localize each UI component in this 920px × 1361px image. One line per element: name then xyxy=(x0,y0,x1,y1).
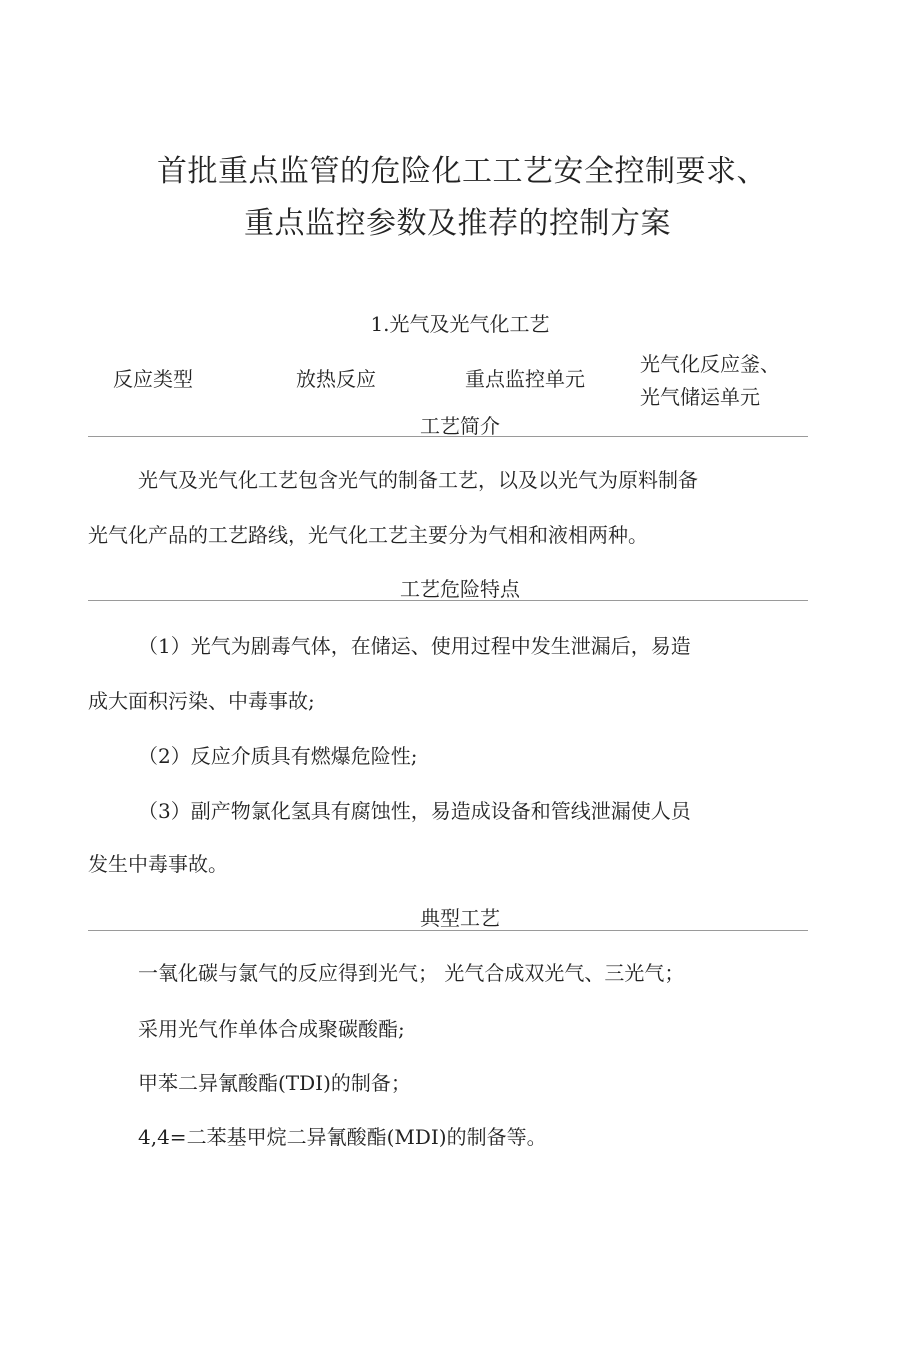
section-heading: 1.光气及光气化工艺 xyxy=(370,312,550,336)
hazard-item-1-line2: 成大面积污染、中毒事故; xyxy=(88,689,315,713)
hazard-item-2: （2）反应介质具有燃爆危险性; xyxy=(138,744,418,768)
reaction-type-value: 放热反应 xyxy=(296,367,376,391)
document-title-line1: 首批重点监管的危险化工工艺安全控制要求、 xyxy=(157,154,767,189)
hazard-item-3-line1: （3）副产物氯化氢具有腐蚀性，易造成设备和管线泄漏使人员 xyxy=(138,799,691,823)
hazards-heading: 工艺危险特点 xyxy=(400,577,520,601)
document-title-line2: 重点监控参数及推荐的控制方案 xyxy=(244,206,671,241)
intro-paragraph-line2: 光气化产品的工艺路线，光气化工艺主要分为气相和液相两种。 xyxy=(88,523,648,547)
intro-heading: 工艺简介 xyxy=(420,414,500,438)
divider xyxy=(88,436,808,437)
typical-heading: 典型工艺 xyxy=(420,906,500,930)
reaction-type-label: 反应类型 xyxy=(113,367,193,391)
typical-process-3: 甲苯二异氰酸酯(TDI)的制备； xyxy=(138,1071,411,1095)
monitor-unit-value-line1: 光气化反应釜、 xyxy=(640,352,780,376)
divider xyxy=(88,930,808,931)
divider xyxy=(88,600,808,601)
intro-paragraph-line1: 光气及光气化工艺包含光气的制备工艺，以及以光气为原料制备 xyxy=(138,468,698,492)
monitor-unit-label: 重点监控单元 xyxy=(465,367,585,391)
typical-process-1: 一氧化碳与氯气的反应得到光气； 光气合成双光气、三光气； xyxy=(138,961,685,985)
typical-process-2: 采用光气作单体合成聚碳酸酯; xyxy=(138,1017,405,1041)
hazard-item-3-line2: 发生中毒事故。 xyxy=(88,852,228,876)
hazard-item-1-line1: （1）光气为剧毒气体，在储运、使用过程中发生泄漏后，易造 xyxy=(138,634,691,658)
monitor-unit-value-line2: 光气储运单元 xyxy=(640,385,760,409)
typical-process-4: 4,4=二苯基甲烷二异氰酸酯(MDI)的制备等。 xyxy=(138,1125,547,1149)
